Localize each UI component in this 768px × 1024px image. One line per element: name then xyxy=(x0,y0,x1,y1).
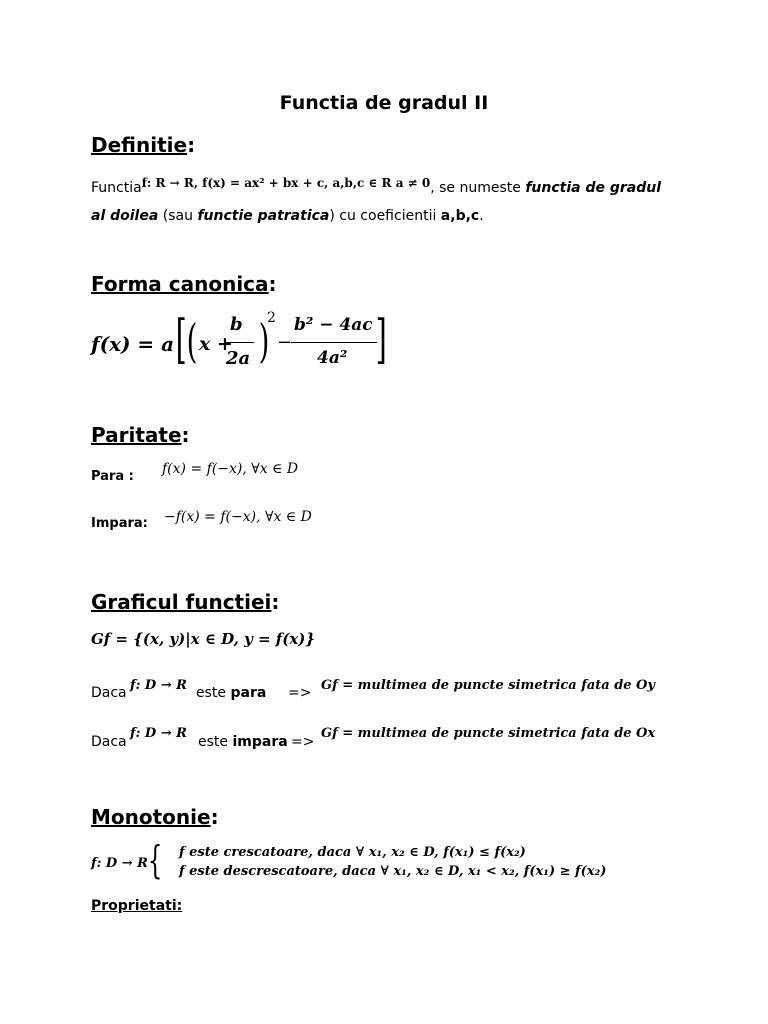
graph-definition-formula: Gf = {(x, y)|x ∈ D, y = f(x)} xyxy=(91,630,316,648)
monotonie-line-1: f este crescatoare, daca ∀ x₁, x₂ ∈ D, f(x₁) ≤ f(x₂) xyxy=(179,845,526,860)
row2-condition: este impara xyxy=(198,734,288,750)
row1-arrow: => xyxy=(288,685,312,701)
monotonie-line-2: f este descrescatoare, daca ∀ x₁, x₂ ∈ D, x₁ < x₂, f(x₁) ≥ f(x₂) xyxy=(179,864,607,879)
right-square-bracket: ] xyxy=(375,310,387,370)
daca-label-2: Daca xyxy=(91,734,127,750)
para-formula: f(x) = f(−x), ∀x ∈ D xyxy=(162,461,299,477)
left-brace: { xyxy=(147,838,163,882)
para-label: Para : xyxy=(91,469,134,484)
section-heading-grafic: Graficul functiei: xyxy=(91,590,280,614)
impara-formula: −f(x) = f(−x), ∀x ∈ D xyxy=(164,509,312,525)
row2-arrow: => xyxy=(291,734,315,750)
row2-result: Gf = multimea de puncte simetrica fata de Ox xyxy=(321,726,656,741)
daca-function-1: f: D → R xyxy=(130,678,187,693)
daca-label-1: Daca xyxy=(91,685,127,701)
section-heading-paritate: Paritate: xyxy=(91,423,190,447)
right-paren: ) xyxy=(258,314,270,368)
impara-label: Impara: xyxy=(91,516,148,531)
fraction-bar-1 xyxy=(226,342,254,343)
left-paren: ( xyxy=(186,314,198,368)
left-square-bracket: [ xyxy=(175,310,187,370)
section-heading-monotonie: Monotonie: xyxy=(91,805,219,829)
page-title: Functia de gradul II xyxy=(279,92,489,114)
daca-function-2: f: D → R xyxy=(130,726,187,741)
monotonie-function: f: D → R xyxy=(91,856,148,871)
section-heading-forma-canonica: Forma canonica: xyxy=(91,272,277,296)
fraction-bar-2 xyxy=(291,342,377,343)
row1-result: Gf = multimea de puncte simetrica fata de Oy xyxy=(321,678,655,693)
proprietati-heading: Proprietati: xyxy=(91,898,183,914)
section-heading-definitie: Definitie: xyxy=(91,133,196,157)
definitie-line-1: Functiaf: R → R, f(x) = ax² + bx + c, a,b,c ∈ R a ≠ 0, se numeste functia de gradul xyxy=(91,176,662,196)
definitie-formula: f: R → R, f(x) = ax² + bx + c, a,b,c ∈ R a ≠ 0 xyxy=(141,176,431,190)
row1-condition: este para xyxy=(196,685,267,701)
definitie-line-2: al doilea (sau functie patratica) cu coeficientii a,b,c. xyxy=(91,208,484,224)
